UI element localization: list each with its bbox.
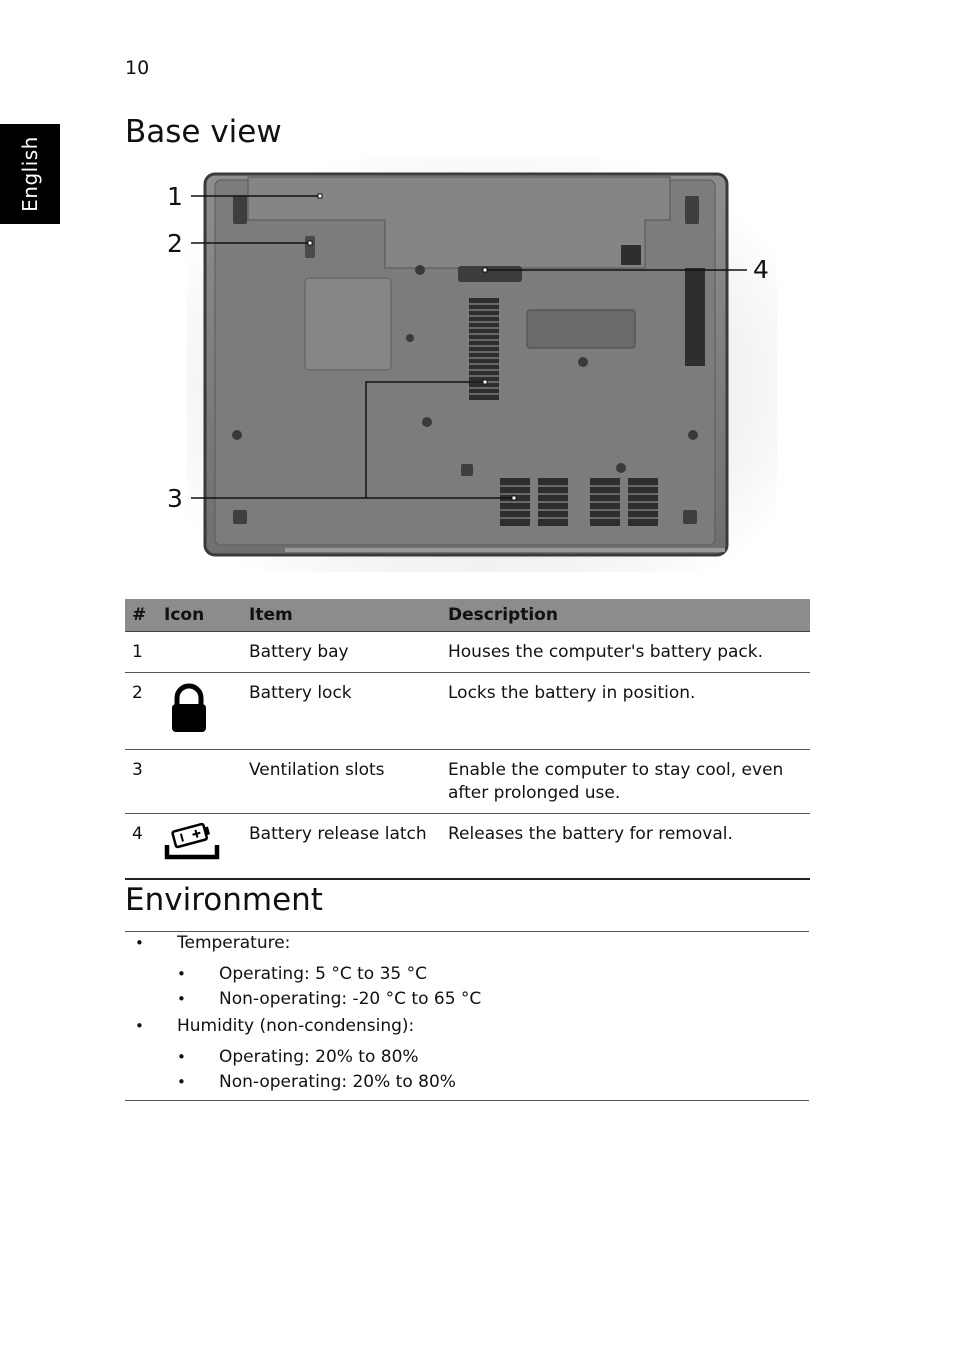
header-item: Item [242, 599, 441, 632]
padlock-icon [164, 682, 214, 734]
row-icon-empty [157, 632, 242, 673]
row-item: Battery bay [242, 632, 441, 673]
header-icon: Icon [157, 599, 242, 632]
list-item-label: Non-operating: 20% to 80% [219, 1072, 456, 1092]
bullet: • [177, 965, 186, 983]
top-vent [621, 245, 641, 265]
row-description: Enable the computer to stay cool, even after prolonged use. [441, 750, 810, 814]
list-item-label: Operating: 5 °C to 35 °C [219, 964, 427, 984]
row-icon-cell [157, 814, 242, 880]
rubber-foot [683, 510, 697, 524]
row-icon-empty [157, 750, 242, 814]
base-view-table [125, 599, 810, 880]
environment-list [125, 931, 809, 1101]
rubber-foot [233, 196, 247, 224]
center-vent [469, 298, 499, 400]
row-number: 2 [125, 673, 157, 750]
header-description: Description [441, 599, 810, 632]
row-description: Houses the computer's battery pack. [441, 632, 810, 673]
laptop-base-figure [125, 150, 810, 580]
battery-lock-switch [305, 236, 315, 258]
row-number: 4 [125, 814, 157, 880]
callout-2: 2 [167, 229, 183, 258]
battery-release-icon [164, 823, 220, 863]
row-description: Releases the battery for removal. [441, 814, 810, 880]
bullet: • [177, 1073, 186, 1091]
list-item-label: Operating: 20% to 80% [219, 1047, 419, 1067]
bullet: • [135, 1017, 144, 1035]
header-number: # [125, 599, 157, 632]
bullet: • [177, 1048, 186, 1066]
callout-4: 4 [753, 255, 769, 284]
row-number: 3 [125, 750, 157, 814]
list-item-label: Non-operating: -20 °C to 65 °C [219, 989, 482, 1009]
table-row [125, 632, 810, 673]
row-description: Locks the battery in position. [441, 673, 810, 750]
section-title-environment: Environment [125, 882, 323, 918]
hdd-cover [527, 310, 635, 348]
callout-1: 1 [167, 182, 183, 211]
table-row [125, 673, 810, 750]
table-header-row [125, 599, 810, 632]
rubber-foot [233, 510, 247, 524]
list-item-label: Temperature: [177, 933, 291, 953]
memory-cover [305, 278, 391, 370]
row-icon-cell [157, 673, 242, 750]
edge-slots [285, 548, 725, 552]
row-item: Battery release latch [242, 814, 441, 880]
list-item-label: Humidity (non-condensing): [177, 1016, 415, 1036]
battery-release-latch [458, 266, 522, 282]
bullet: • [177, 990, 186, 1008]
page-number: 10 [125, 57, 150, 79]
table-row [125, 750, 810, 814]
section-title-base-view: Base view [125, 114, 282, 150]
callout-3: 3 [167, 484, 183, 513]
rubber-foot [685, 196, 699, 224]
language-tab [0, 124, 60, 224]
row-item: Battery lock [242, 673, 441, 750]
row-item: Ventilation slots [242, 750, 441, 814]
bullet: • [135, 934, 144, 952]
language-tab-label: English [18, 136, 42, 212]
row-number: 1 [125, 632, 157, 673]
table-row [125, 814, 810, 880]
laptop-base-illustration [125, 150, 810, 580]
rubber-foot [461, 464, 473, 476]
side-vent [685, 268, 705, 366]
